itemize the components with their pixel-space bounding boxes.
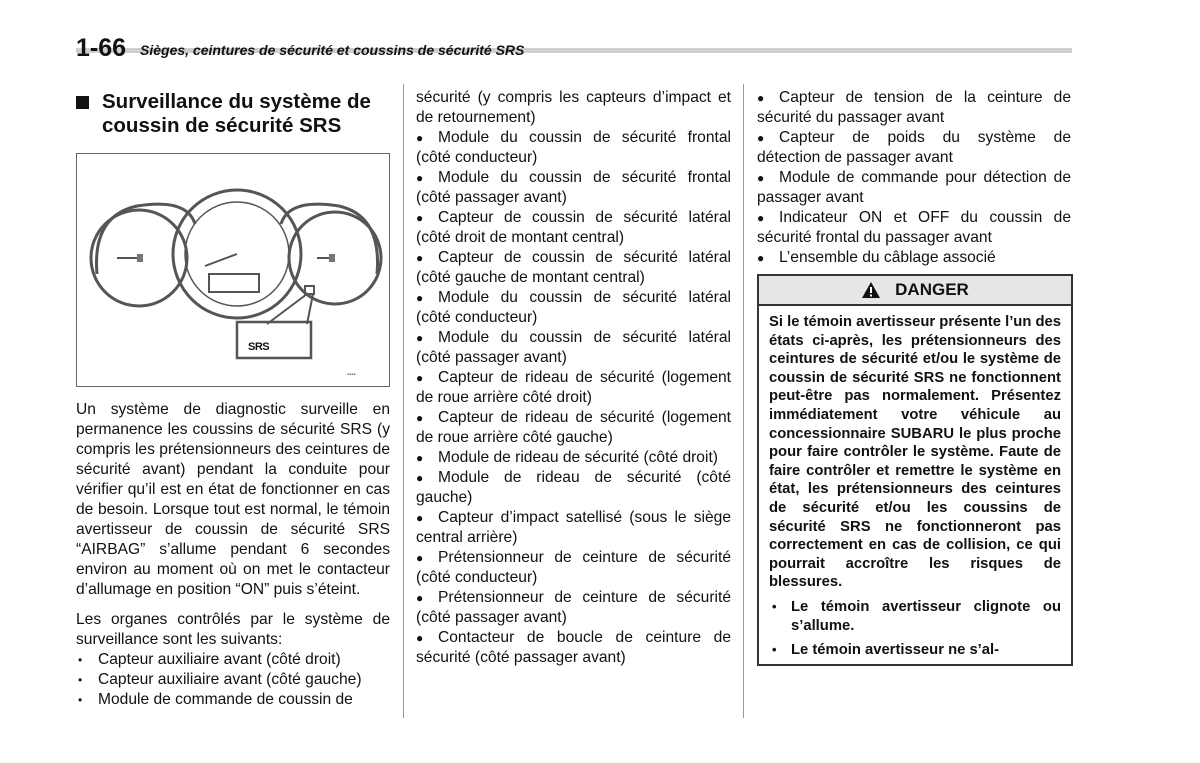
- list-item: ● Module du coussin de sécurité latéral (côté passager avant): [416, 329, 731, 366]
- bullet-icon: ●: [416, 471, 424, 485]
- column-divider: [743, 84, 744, 718]
- danger-list: [769, 598, 1061, 660]
- bullet-icon: ●: [416, 211, 424, 225]
- danger-body: [759, 306, 1071, 664]
- bullet-icon: ●: [416, 371, 424, 385]
- bullet-icon: ●: [757, 131, 765, 145]
- list-item: • Capteur auxiliaire avant (côté droit): [76, 650, 390, 670]
- bullet-icon: ●: [757, 91, 765, 105]
- list-item: ● Indicateur ON et OFF du coussin de sécurité frontal du passager avant: [757, 209, 1071, 246]
- column-3: [757, 88, 1071, 666]
- list-item: ● L’ensemble du câblage associé: [757, 249, 996, 266]
- bullet-icon: ●: [416, 291, 424, 305]
- bullet-icon: ●: [416, 551, 424, 565]
- list-item: ● Prétensionneur de ceinture de sécurité (côté conducteur): [416, 549, 731, 586]
- instrument-cluster-illustration: [77, 154, 389, 386]
- intro-paragraph: Un système de diagnostic surveille en permanence les coussins de sécurité SRS (y compris les prétensionneurs des ceintures de sécurité avant) pendant la conduite pour vérifier qu’il est en état de fonctionner en cas de besoin. Lorsque tout est normal, le témoin avertisseur de coussin de sécurité SRS “AIRBAG” s’allume pendant 6 secondes environ au moment où on met le contacteur d’allumage en position “ON” puis s’éteint.: [76, 401, 390, 598]
- warning-triangle-icon: [861, 281, 881, 299]
- chapter-title: Sièges, ceintures de sécurité et coussins de sécurité SRS: [140, 42, 525, 58]
- list-item: ● Capteur de coussin de sécurité latéral (côté gauche de montant central): [416, 249, 731, 286]
- danger-text: Si le témoin avertisseur présente l’un des états ci-après, les prétensionneurs des ceintures de sécurité et/ou le système de coussin de sécurité SRS ne fonctionnent peut-être pas normalement. Présentez immédiatement votre véhicule au concessionnaire SUBARU le plus proche pour faire contrôler le système. Faute de faire contrôler et remettre le système en état, les prétensionneurs des ceintures de sécurité et/ou les coussins de sécurité SRS ne fonctionneront pas correctement en cas de collision, ce qui pourrait accroître les risques de blessures.: [769, 314, 1061, 591]
- list-item: ● Capteur de rideau de sécurité (logement de roue arrière côté gauche): [416, 409, 731, 446]
- section-square-icon: [76, 96, 89, 109]
- list-item: ● Module de rideau de sécurité (côté droit): [416, 449, 718, 466]
- section-title: [76, 90, 390, 138]
- list-item: ● Capteur de coussin de sécurité latéral (côté droit de montant central): [416, 209, 731, 246]
- component-list: [757, 88, 1071, 268]
- bullet-icon: ●: [416, 631, 424, 645]
- list-item: ● Capteur de tension de la ceinture de sécurité du passager avant: [757, 89, 1071, 126]
- list-item: ● Capteur de poids du système de détection de passager avant: [757, 129, 1071, 166]
- list-item: ● Module du coussin de sécurité latéral (côté conducteur): [416, 289, 731, 326]
- list-item: ● Module du coussin de sécurité frontal (côté passager avant): [416, 169, 731, 206]
- bullet-icon: ●: [416, 331, 424, 345]
- bullet-icon: ●: [757, 211, 765, 225]
- list-item: • Le témoin avertisseur ne s’al-: [769, 641, 1061, 660]
- bullet-icon: ●: [757, 251, 765, 265]
- list-item: ● Capteur de rideau de sécurité (logement de roue arrière côté droit): [416, 369, 731, 406]
- svg-text:▪▪▪▪: ▪▪▪▪: [347, 372, 356, 378]
- bullet-icon: ●: [416, 411, 424, 425]
- component-list: [76, 650, 390, 710]
- bullet-icon: ●: [416, 511, 424, 525]
- list-item: ● Contacteur de boucle de ceinture de sécurité (côté passager avant): [416, 629, 731, 666]
- list-item: • Module de commande de coussin de: [76, 690, 390, 710]
- list-item: • Capteur auxiliaire avant (côté gauche): [76, 670, 390, 690]
- list-item: • Le témoin avertisseur clignote ou s’allume.: [769, 598, 1061, 635]
- bullet-icon: ●: [416, 451, 424, 465]
- monitored-components-intro: Les organes contrôlés par le système de surveillance sont les suivants:: [76, 611, 390, 648]
- list-item: ● Capteur d’impact satellisé (sous le siège central arrière): [416, 509, 731, 546]
- component-list: [416, 128, 731, 668]
- page-header: [76, 34, 1072, 64]
- instrument-cluster-figure: [76, 153, 390, 387]
- column-2: [416, 88, 731, 668]
- list-item: ● Module de rideau de sécurité (côté gauche): [416, 469, 731, 506]
- bullet-icon: ●: [416, 171, 424, 185]
- list-continuation: sécurité (y compris les capteurs d’impact et de retournement): [416, 89, 731, 126]
- bullet-icon: ●: [416, 591, 424, 605]
- column-divider: [403, 84, 404, 718]
- list-item: ● Prétensionneur de ceinture de sécurité (côté passager avant): [416, 589, 731, 626]
- list-item: ● Module de commande pour détection de passager avant: [757, 169, 1071, 206]
- bullet-icon: ●: [757, 171, 765, 185]
- page-number: 1-66: [76, 34, 127, 62]
- section-title-text: Surveillance du système de coussin de sécurité SRS: [102, 90, 371, 137]
- column-1: [76, 88, 390, 710]
- list-item: ● Module du coussin de sécurité frontal (côté conducteur): [416, 129, 731, 166]
- danger-title: DANGER: [895, 280, 969, 299]
- bullet-icon: ●: [416, 131, 424, 145]
- danger-header: [759, 276, 1071, 306]
- danger-box: [757, 274, 1073, 666]
- srs-warning-label: SRS: [248, 341, 270, 353]
- bullet-icon: ●: [416, 251, 424, 265]
